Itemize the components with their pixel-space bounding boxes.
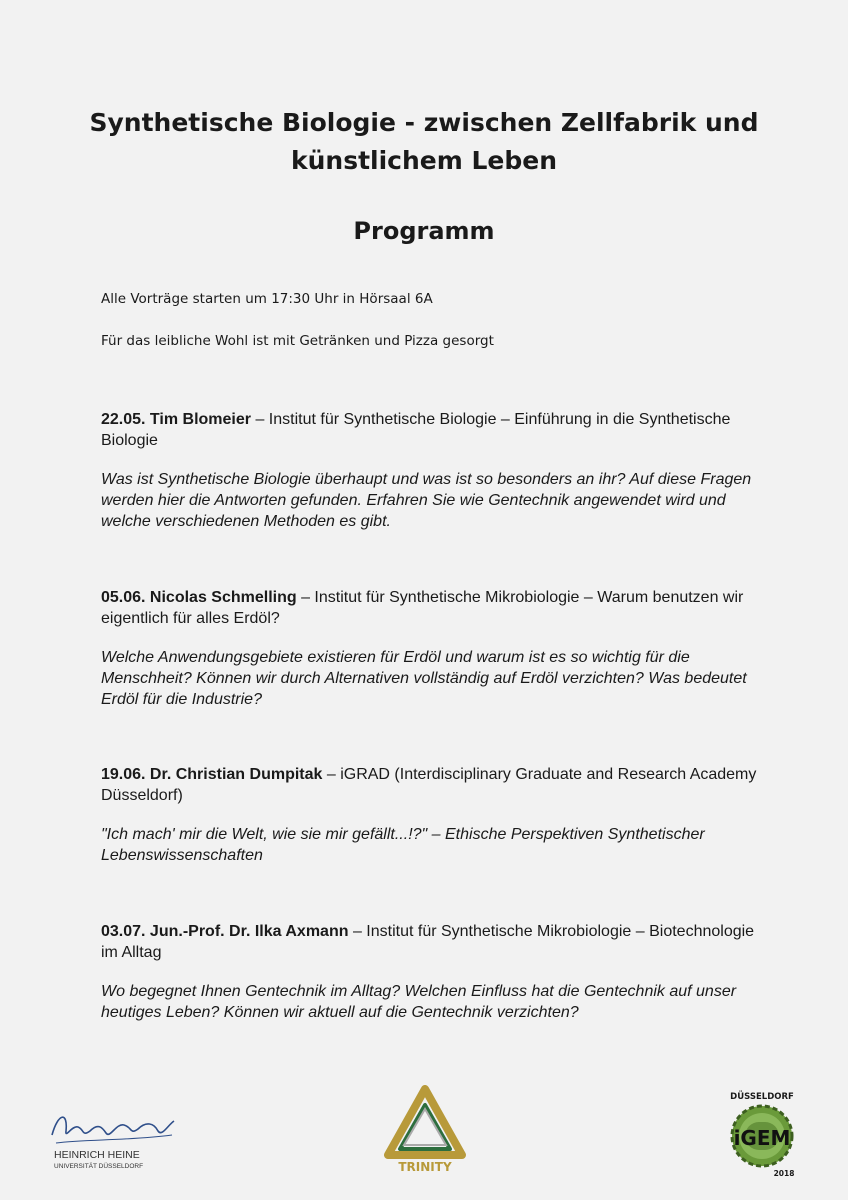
talk-header (101, 409, 761, 451)
talk-header (101, 921, 761, 963)
talk-date-speaker: 05.06. Nicolas Schmelling (101, 589, 297, 606)
talk-header (101, 587, 761, 629)
talk-entry (101, 764, 761, 866)
trinity-logo (382, 1085, 468, 1177)
talk-description: Was ist Synthetische Biologie überhaupt und was ist so besonders an ihr? Auf diese Fragen werden hier die Antworten gefunden. Erfahren Sie wie Gentechnik angewendet wird und welche verschiedenen Methoden es gibt. (101, 471, 752, 530)
hhu-subname: UNIVERSITÄT DÜSSELDORF (54, 1163, 144, 1170)
talk-description: Welche Anwendungsgebiete existieren für Erdöl und warum ist es so wichtig für die Menschheit? Können wir durch Alternativen vollständig auf Erdöl verzichten? Was bedeutet Erdöl für die Industrie? (101, 649, 747, 708)
talk-institute-topic: – Institut für Synthetische Mikrobiologie – Biotechnologie im Alltag (101, 923, 755, 961)
talk-header (101, 764, 761, 806)
hhu-logo (46, 1105, 180, 1175)
signature-icon (52, 1117, 174, 1135)
talk-entry (101, 409, 761, 532)
program-heading: Programm (353, 217, 495, 245)
igem-logo (712, 1088, 808, 1180)
talk-date-speaker: 22.05. Tim Blomeier (101, 411, 251, 428)
talk-date-speaker: 03.07. Jun.-Prof. Dr. Ilka Axmann (101, 923, 349, 940)
igem-city: DÜSSELDORF (730, 1092, 794, 1102)
talk-description: Wo begegnet Ihnen Gentechnik im Alltag? Welchen Einfluss hat die Gentechnik auf unser heutiges Leben? Können wir aktuell auf die Gentechnik verzichten? (101, 983, 737, 1021)
trinity-label: TRINITY (398, 1160, 452, 1174)
igem-wordmark: iGEM (733, 1126, 791, 1150)
talk-entry (101, 921, 761, 1023)
talk-institute-topic: – Institut für Synthetische Mikrobiologie – Warum benutzen wir eigentlich für alles Erdöl? (101, 589, 744, 627)
talk-description: "Ich mach' mir die Welt, wie sie mir gefällt...!?" – Ethische Perspektiven Synthetischer Lebenswissenschaften (101, 826, 705, 864)
igem-year: 2018 (773, 1169, 795, 1178)
title-line-1: Synthetische Biologie - zwischen Zellfabrik und (89, 108, 759, 137)
talk-institute-topic: – iGRAD (Interdisciplinary Graduate and Research Academy Düsseldorf) (101, 766, 757, 804)
talk-institute-topic: – Institut für Synthetische Biologie – Einführung in die Synthetische Biologie (101, 411, 731, 449)
start-time-info: Alle Vorträge starten um 17:30 Uhr in Hörsaal 6A (101, 291, 433, 307)
catering-info: Für das leibliche Wohl ist mit Getränken und Pizza gesorgt (101, 333, 494, 349)
title-line-2: künstlichem Leben (290, 146, 558, 175)
page-title (60, 104, 788, 180)
talk-entry (101, 587, 761, 710)
talk-date-speaker: 19.06. Dr. Christian Dumpitak (101, 766, 323, 783)
hhu-name: HEINRICH HEINE (54, 1149, 140, 1161)
